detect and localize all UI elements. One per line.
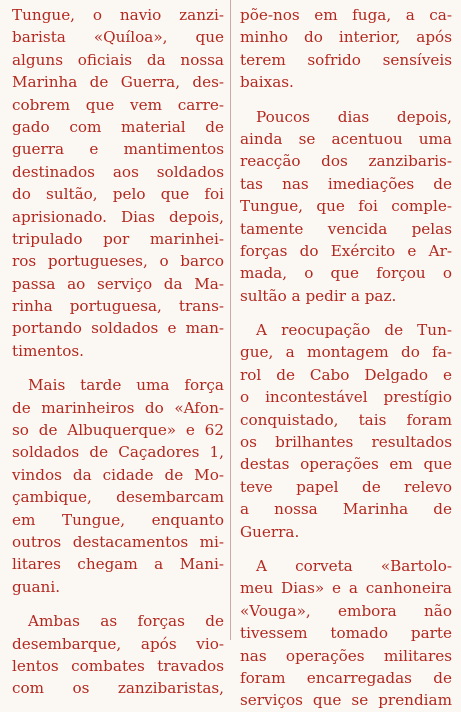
text-line: terem sofrido sensíveis [240, 50, 452, 69]
text-line: tas nas imediações de [240, 174, 452, 193]
text-line: A corveta «Bartolo- [256, 556, 452, 575]
text-line: do sultão, pelo que foi [12, 185, 224, 204]
text-line: Poucos dias depois, [256, 107, 452, 126]
text-line: litares chegam a Mani- [12, 555, 224, 574]
text-line: Ambas as forças de [28, 612, 224, 631]
text-line: de marinheiros do «Afon- [12, 398, 224, 417]
text-line: Marinha de Guerra, des- [12, 73, 224, 92]
paragraph [240, 4, 452, 94]
text-line: reacção dos zanzibaris- [240, 152, 452, 171]
text-column-right [240, 4, 452, 712]
text-line: guani. [12, 577, 61, 596]
text-line: a nossa Marinha de [240, 500, 452, 519]
paragraph [12, 4, 224, 362]
text-line: çambique, desembarcam [12, 488, 224, 507]
text-line: mada, o que forçou o [240, 264, 452, 283]
text-line: rinha portuguesa, trans- [12, 297, 224, 316]
text-line: rol de Cabo Delgado e [240, 365, 452, 384]
text-line: Tungue, o navio zanzi- [12, 6, 224, 24]
text-line: barista «Quíloa», que [12, 28, 224, 47]
text-line: baixas. [240, 73, 294, 92]
text-line: os brilhantes resultados [240, 433, 452, 452]
text-line: desembarque, após vio- [12, 634, 224, 653]
text-line: «Vouga», embora não [240, 601, 452, 620]
text-line: cobrem que vem carre- [12, 95, 224, 114]
text-line: minho do interior, após [240, 28, 452, 47]
text-line: tivessem tomado parte [240, 624, 452, 643]
text-line: gado com material de [12, 117, 224, 136]
text-line: serviços que se prendiam [240, 691, 452, 710]
text-line: so de Albuquerque» e 62 [12, 421, 224, 440]
text-line: portando soldados e man- [12, 319, 224, 338]
text-line: teve papel de relevo [240, 477, 452, 496]
text-line: aprisionado. Dias depois, [12, 207, 224, 226]
text-line: conquistado, tais foram [240, 410, 452, 429]
text-line: soldados de Caçadores 1, [12, 443, 224, 462]
text-line: Mais tarde uma força [28, 376, 224, 395]
text-line: põe-nos em fuga, a ca- [240, 6, 452, 24]
text-line: sultão a pedir a paz. [240, 286, 397, 305]
text-line: foram encarregadas de [240, 668, 452, 687]
text-line: com os zanzibaristas, [12, 679, 224, 698]
paragraph [12, 374, 224, 598]
text-line: destas operações em que [240, 455, 452, 474]
text-line: A reocupação de Tun- [256, 321, 452, 340]
text-line: destinados aos soldados [12, 162, 224, 181]
text-line: outros destacamentos mi- [12, 532, 224, 551]
text-line: alguns oficiais da nossa [12, 50, 224, 69]
text-line: vindos da cidade de Mo- [12, 465, 224, 484]
text-line: guerra e mantimentos [12, 140, 224, 159]
text-column-left [12, 4, 224, 700]
text-line: forças do Exército e Ar- [240, 241, 452, 260]
text-line: meu Dias» e a canhoneira [240, 579, 452, 598]
text-line: nas operações militares [240, 646, 452, 665]
text-line: em Tungue, enquanto [12, 510, 224, 529]
text-line: timentos. [12, 341, 84, 360]
text-line: lentos combates travados [12, 656, 224, 675]
text-line: tripulado por marinhei- [12, 229, 224, 248]
column-divider [230, 0, 231, 640]
text-line: o incontestável prestígio [240, 388, 452, 407]
text-line: ainda se acentuou uma [240, 129, 452, 148]
text-line: Guerra. [240, 522, 300, 541]
text-line: passa ao serviço da Ma- [12, 274, 224, 293]
paragraph [240, 319, 452, 543]
text-line: tamente vencida pelas [240, 219, 452, 238]
text-line: Tungue, que foi comple- [240, 197, 452, 216]
text-line: gue, a montagem do fa- [240, 343, 452, 362]
paragraph [240, 106, 452, 308]
paragraph [240, 555, 452, 712]
text-line: ros portugueses, o barco [12, 252, 224, 271]
paragraph [12, 610, 224, 700]
